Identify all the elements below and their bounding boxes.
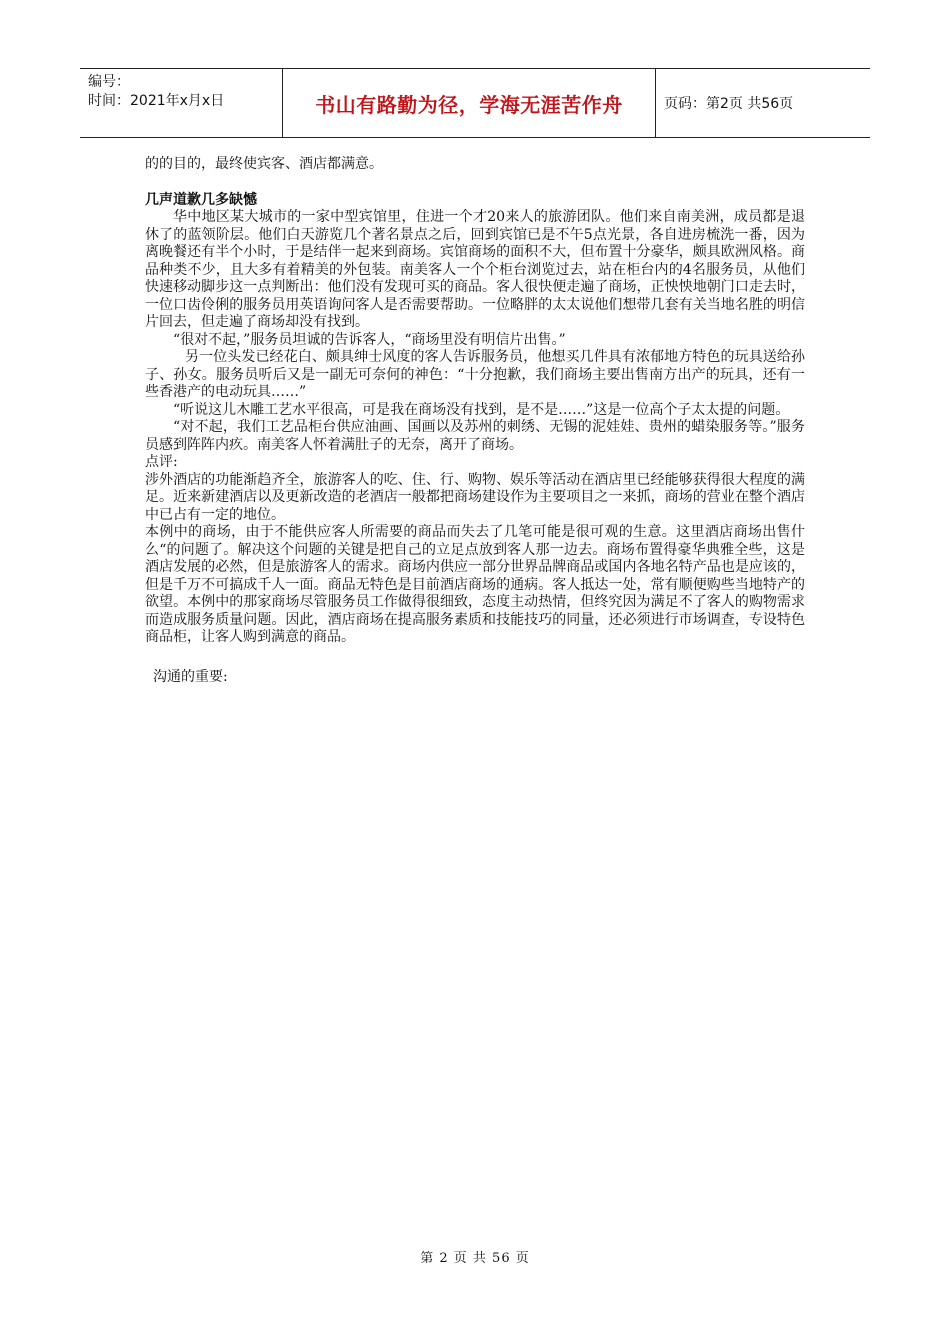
page-header xyxy=(80,68,870,138)
intro-line: 的的目的，最终使宾客、酒店都满意。 xyxy=(145,156,383,172)
document-body xyxy=(145,156,805,686)
date-line: 时间：2021年x月x日 xyxy=(88,93,225,109)
story-paragraph: 华中地区某大城市的一家中型宾馆里，住进一个才20来人的旅游团队。他们来自南美洲，成员都是退休了的蓝领阶层。他们白天游览几个著名景点之后，回到宾馆已是不午5点光景，各自进房梳洗一番，因为离晚餐还有半个小时，于是结伴一起来到商场。宾馆商场的面积不大，但布置十分豪华，颇具欧洲风格。商品种类不少，且大多有着精美的外包装。南美客人一个个柜台浏览过去，站在柜台内的4名服务员，从他们快速移动脚步这一点判断出：他们没有发现可买的商品。客人很快便走遍了商场，正怏怏地朝门口走去时，一位口齿伶俐的服务员用英语询问客人是否需要帮助。一位略胖的太太说他们想带几套有关当地名胜的明信片回去，但走遍了商场却没有找到。 xyxy=(145,209,805,330)
number-label: 编号： xyxy=(88,74,130,90)
header-meta xyxy=(80,69,282,137)
comment-label: 点评: xyxy=(145,454,178,470)
motto: 书山有路勤为径，学海无涯苦作舟 xyxy=(315,92,623,117)
story-paragraph: 另一位头发已经花白、颇具绅士风度的客人告诉服务员，他想买几件具有浓郁地方特色的玩具送给孙子、孙女。服务员听后又是一副无可奈何的神色：“十分抱歉，我们商场主要出售南方出产的玩具，还有一些香港产的电动玩具……” xyxy=(145,349,805,400)
story-paragraph: “对不起，我们工艺品柜台供应油画、国画以及苏州的刺绣、无锡的泥娃娃、贵州的蜡染服务等。”服务员感到阵阵内疚。南美客人怀着满肚子的无奈，离开了商场。 xyxy=(145,419,805,453)
header-motto-cell xyxy=(282,69,656,137)
story-paragraph: “很对不起，”服务员坦诚的告诉客人，“商场里没有明信片出售。” xyxy=(173,331,566,348)
page-info: 页码：第2页 共56页 xyxy=(664,96,794,112)
header-page-info xyxy=(656,69,870,137)
comment-paragraph: 本例中的商场，由于不能供应客人所需要的商品而失去了几笔可能是很可观的生意。这里酒店商场出售什么“的问题了。解决这个问题的关键是把自己的立足点放到客人那一边去。商场布置得豪华典雅全些，这是酒店发展的必然，但是旅游客人的需求。商场内供应一部分世界品牌商品或国内各地名特产品也是应该的，但是千万不可搞成千人一面。商品无特色是目前酒店商场的通病。客人抵达一处，常有顺便购些当地特产的欲望。本例中的那家商场尽管服务员工作做得很细致，态度主动热情，但终究因为满足不了客人的购物需求而造成服务质量问题。因此，酒店商场在提高服务素质和技能技巧的同量，还必须进行市场调查，专设特色商品柜，让客人购到满意的商品。 xyxy=(145,524,805,645)
story-paragraph: “听说这儿木雕工艺水平很高，可是我在商场没有找到，是不是……”这是一位高个子太太提的问题。 xyxy=(173,401,790,418)
closing-line: 沟通的重要: xyxy=(153,668,228,685)
comment-paragraph: 涉外酒店的功能渐趋齐全，旅游客人的吃、住、行、购物、娱乐等活动在酒店里已经能够获得很大程度的满足。近来新建酒店以及更新改造的老酒店一般都把商场建设作为主要项目之一来抓，商场的营业在整个酒店中已占有一定的地位。 xyxy=(145,471,805,523)
section-title: 几声道歉几多缺憾 xyxy=(145,191,257,208)
page-footer: 第 2 页 共 56 页 xyxy=(420,1251,530,1266)
